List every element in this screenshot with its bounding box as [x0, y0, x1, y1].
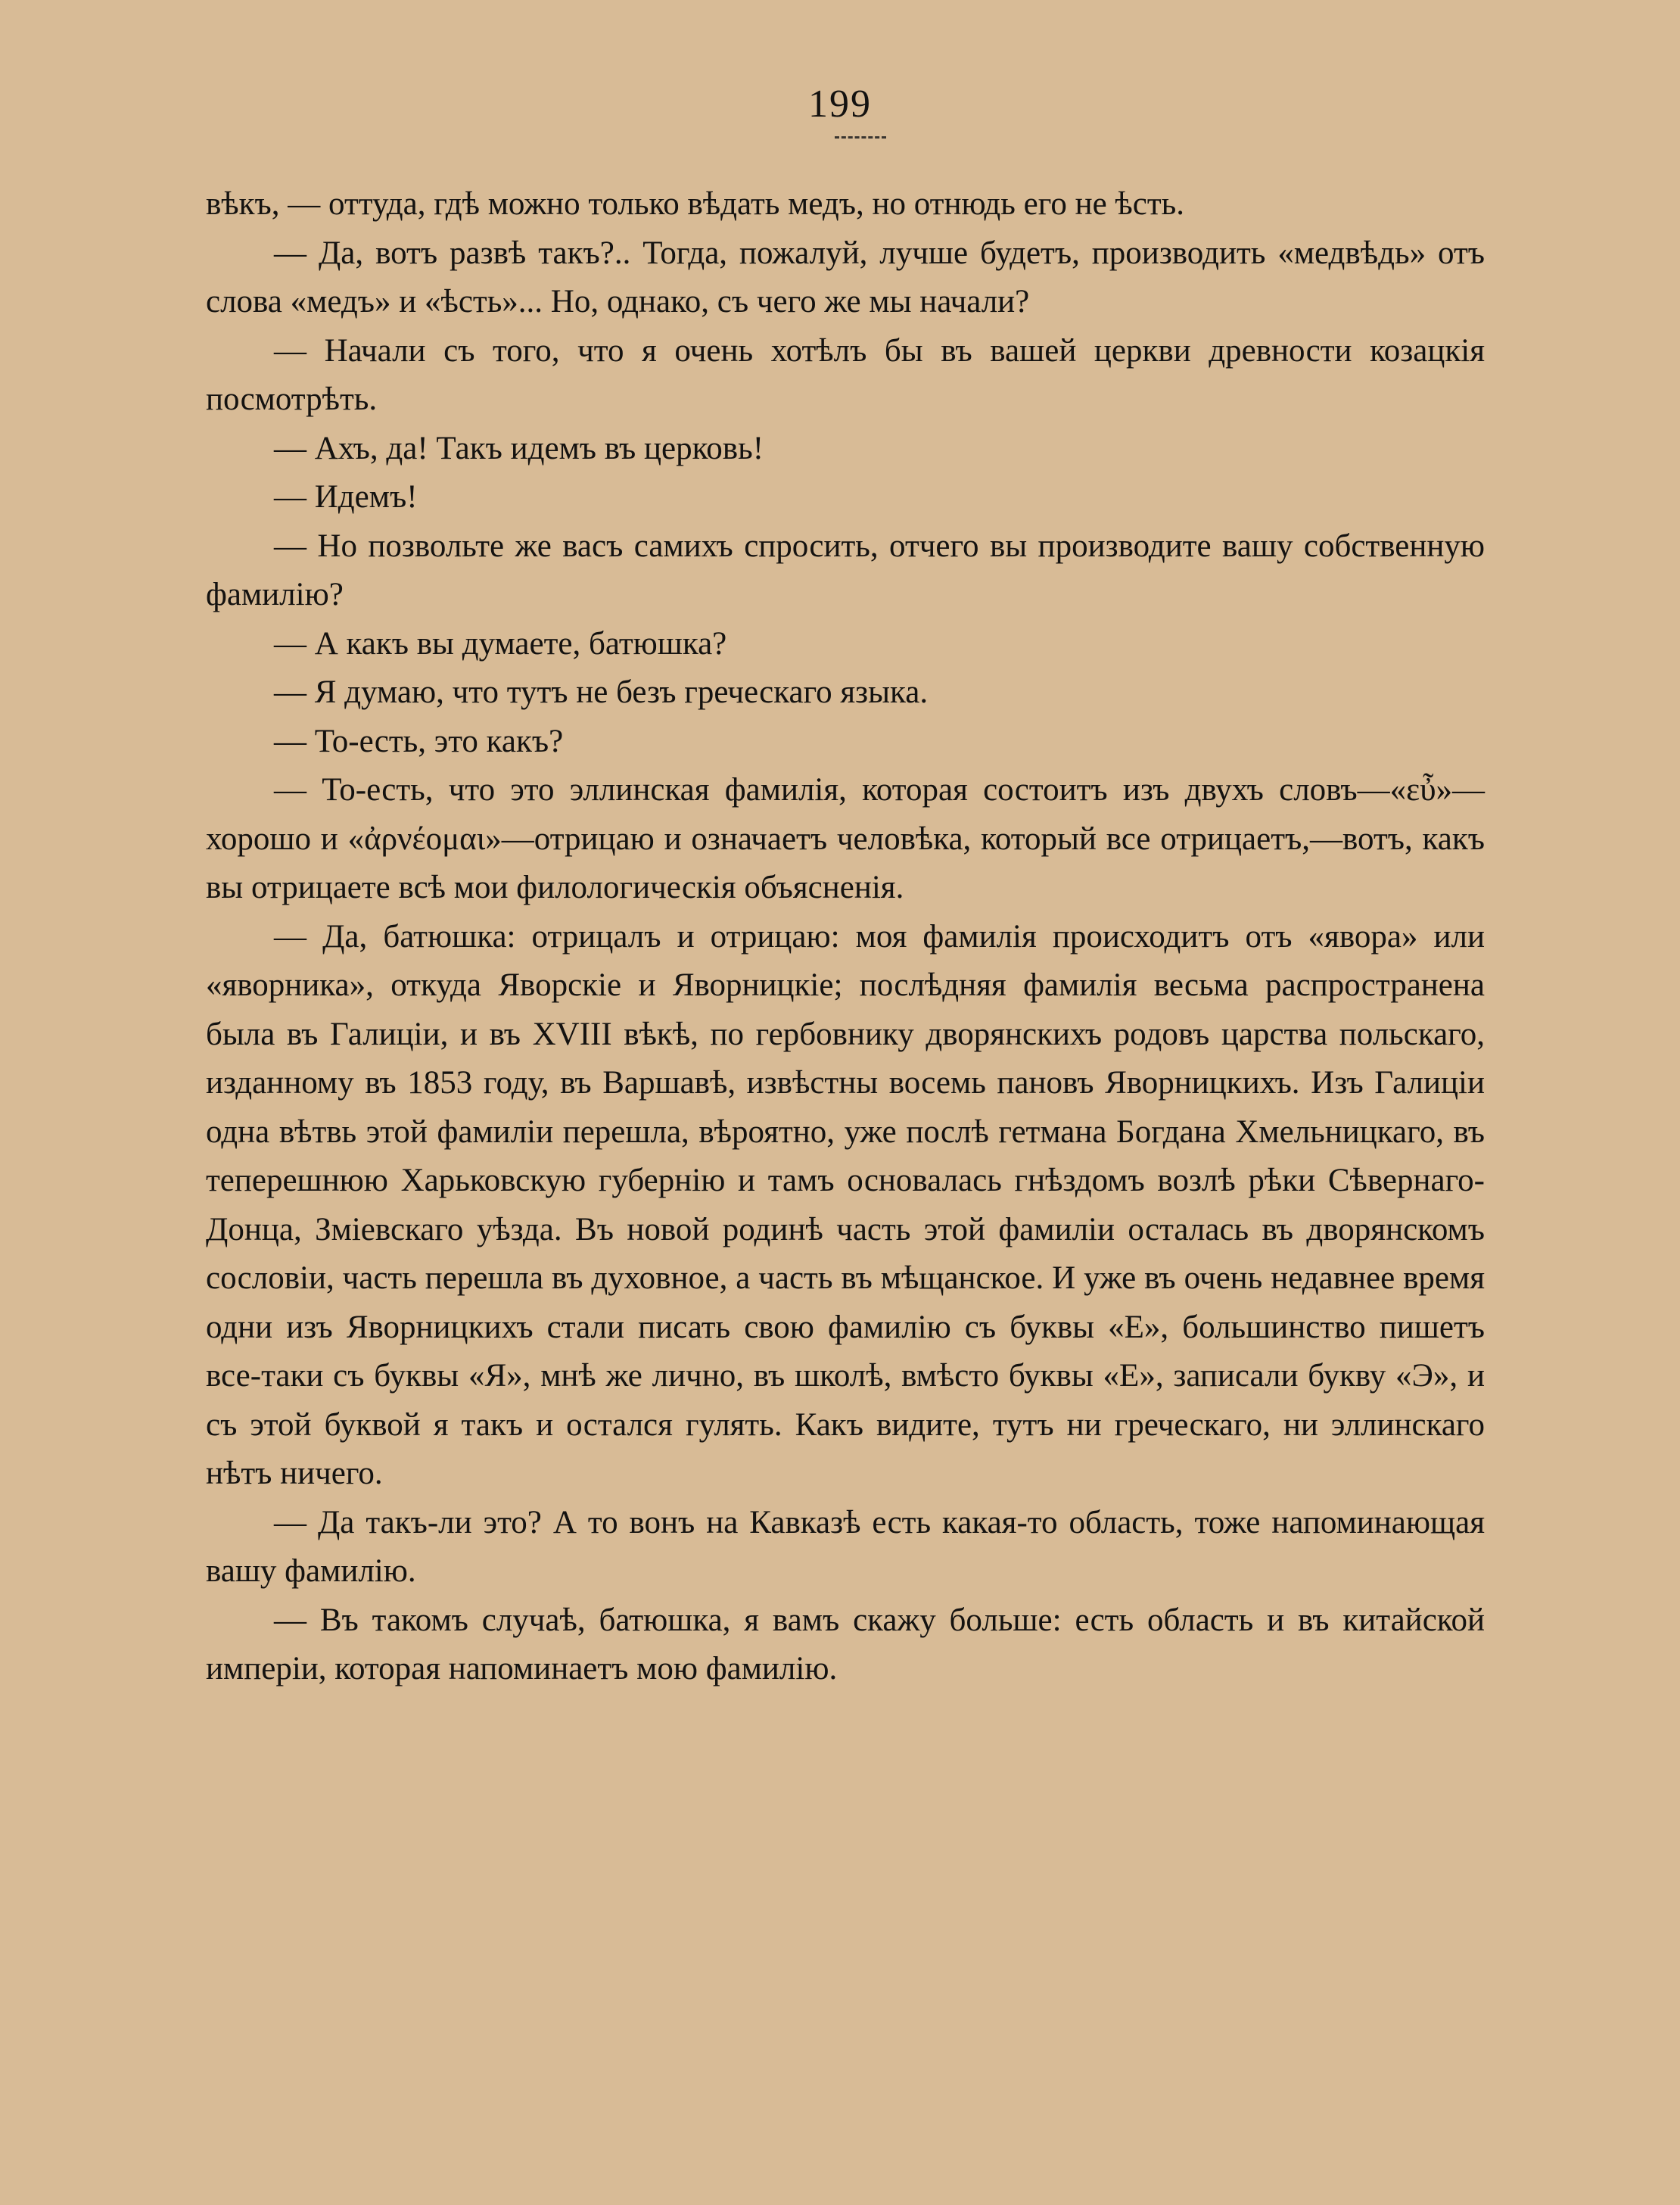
paragraph: — Я думаю, что тутъ не безъ греческаго языка. [274, 674, 929, 710]
paragraph: — Идемъ! [274, 479, 418, 515]
paragraph: — Начали съ того, что я очень хотѣлъ бы въ вашей церкви древности козацкія посмотрѣть. [206, 332, 1485, 417]
page-number-rule [835, 136, 886, 139]
paragraph: — Въ такомъ случаѣ, батюшка, я вамъ скажу больше: есть область и въ китайской имперіи, которая напоминаетъ мою фамилію. [206, 1602, 1485, 1686]
body-text [206, 180, 1485, 1694]
paragraph: — А какъ вы думаете, батюшка? [274, 625, 727, 662]
paragraph: — Да, батюшка: отрицалъ и отрицаю: моя фамилія происходитъ отъ «явора» или «яворника», откуда Яворскіе и Яворницкіе; послѣдняя фамилія весьма распространена была въ Галиціи, и въ XVIII вѣкѣ, по гербовнику дворянскихъ родовъ царства польскаго, изданному въ 1853 году, въ Варшавѣ, извѣстны восемь пановъ Яворницкихъ. Изъ Галиціи одна вѣтвь этой фамиліи перешла, вѣроятно, уже послѣ гетмана Богдана Хмельницкаго, въ теперешнюю Харьковскую губернію и тамъ основалась гнѣздомъ возлѣ рѣки Сѣвернаго-Донца, Зміевскаго уѣзда. Въ новой родинѣ часть этой фамиліи осталась въ дворянскомъ сословіи, часть перешла въ духовное, а часть въ мѣщанское. И уже въ очень недавнее время одни изъ Яворницкихъ стали писать свою фамилію съ буквы «Е», большинство пишетъ все-таки съ буквы «Я», мнѣ же лично, въ школѣ, вмѣсто буквы «Е», записали букву «Э», и съ этой буквой я такъ и остался гулять. Какъ видите, тутъ ни греческаго, ни эллинскаго нѣтъ ничего. [206, 918, 1485, 1491]
paragraph: — Да, вотъ развѣ такъ?.. Тогда, пожалуй, лучше будетъ, производить «медвѣдь» отъ слова «медъ» и «ѣсть»... Но, однако, съ чего же мы начали? [206, 235, 1485, 319]
paragraph: — То-есть, это какъ? [274, 723, 564, 759]
paragraph: — Но позвольте же васъ самихъ спросить, отчего вы производите вашу собственную фамилію? [206, 528, 1485, 612]
page-number: 199 [808, 83, 872, 126]
paragraph: — Ахъ, да! Такъ идемъ въ церковь! [274, 430, 764, 466]
paragraph: вѣкъ, — оттуда, гдѣ можно только вѣдать медъ, но отнюдь его не ѣсть. [206, 186, 1185, 222]
paragraph: — Да такъ-ли это? А то вонъ на Кавказѣ есть какая-то область, тоже напоминающая вашу фамилію. [206, 1504, 1485, 1589]
paragraph: — То-есть, что это эллинская фамилія, которая состоитъ изъ двухъ словъ—«εὖ»—хорошо и «ἀρνέομαι»—отрицаю и означаетъ человѣка, который все отрицаетъ,—вотъ, какъ вы отрицаете всѣ мои филологическія объясненія. [206, 772, 1485, 905]
